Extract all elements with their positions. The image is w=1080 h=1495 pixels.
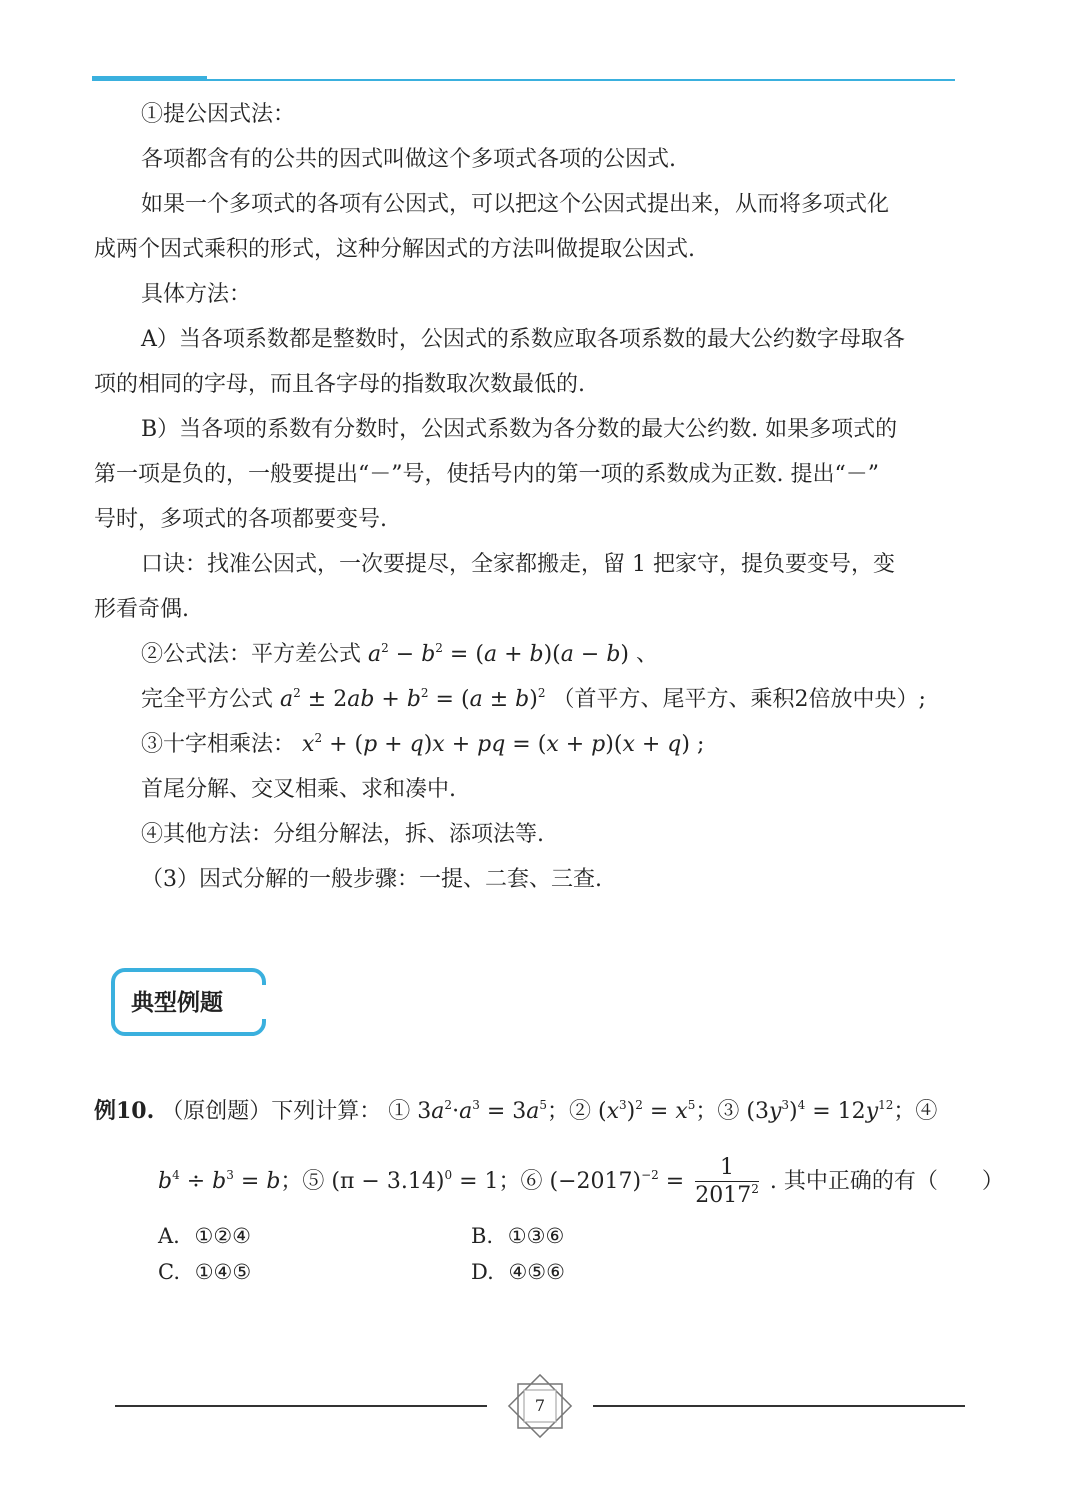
text-line: 口诀：找准公因式，一次要提尽，全家都搬走，留 1 把家守，提负要变号，变: [141, 552, 895, 577]
option-b[interactable]: [471, 1224, 564, 1248]
text-line: 号时，多项式的各项都要变号.: [94, 507, 387, 532]
text-line: 成两个因式乘积的形式，这种分解因式的方法叫做提取公因式.: [94, 237, 695, 262]
option-a[interactable]: [158, 1224, 251, 1248]
section-header-gap: [240, 985, 270, 1019]
example-label: 例10.: [94, 1098, 155, 1124]
formula: $x^2 + (p + q)x$ + pq = (x + p)(x + q) ;: [302, 731, 705, 757]
option-value: ①③⑥: [507, 1224, 565, 1248]
text-line: 形看奇偶.: [94, 597, 189, 622]
option-letter: B.: [471, 1224, 494, 1248]
formula-line-difference-of-squares: [141, 640, 658, 670]
formula-label: ③十字相乘法：: [141, 732, 296, 757]
text-line: 各项都含有的公共的因式叫做这个多项式各项的公因式.: [141, 147, 676, 172]
text-line: （3）因式分解的一般步骤：一提、二套、三查.: [141, 867, 602, 892]
text-line: 如果一个多项式的各项有公因式，可以把这个公因式提出来，从而将多项式化: [141, 192, 890, 217]
header-rule: [207, 79, 955, 81]
option-value: ①②④: [194, 1224, 252, 1248]
text-line: 具体方法：: [141, 282, 252, 307]
option-letter: D.: [471, 1260, 494, 1284]
page-number: 7: [534, 1396, 546, 1415]
formula-label: ②公式法：平方差公式: [141, 642, 362, 667]
example-source: （原创题）下列计算：: [161, 1099, 382, 1124]
header-accent-bar: [92, 76, 207, 81]
example-tail: . 其中正确的有（ ）: [769, 1169, 1004, 1194]
text-line: 第一项是负的，一般要提出“－”号，使括号内的第一项的系数成为正数. 提出“－”: [94, 462, 879, 487]
footer-rule-right: [593, 1405, 965, 1407]
text-line: B）当各项的系数有分数时，公因式系数为各分数的最大公约数. 如果多项式的: [141, 417, 898, 442]
option-letter: A.: [158, 1224, 180, 1248]
fraction: $\frac{1}{2017^2}$: [695, 1154, 759, 1208]
formula-note: （首平方、尾平方、乘积2倍放中央）;: [552, 687, 926, 712]
option-value: ④⑤⑥: [508, 1260, 565, 1284]
text-line: 项的相同的字母，而且各字母的指数取次数最低的.: [94, 372, 585, 397]
footer-rule-left: [115, 1405, 487, 1407]
text-line: 首尾分解、交叉相乘、求和凑中.: [141, 777, 456, 802]
formula: $b^4 \div b^3 = b$；⑤ $(\pi - 3.14)^0 = 1$；⑥ $(-2017)^{-2}$ =: [158, 1168, 685, 1194]
text-line: ④其他方法：分组分解法，拆、添项法等.: [141, 822, 544, 847]
formula: ① $3a^2\cdot a^3 = 3a^5$；② $(x^3)^2 = x^5$；③ $(3y^3)^4 = 12y^{12}$；④: [388, 1098, 938, 1124]
text-line: A）当各项系数都是整数时，公因式的系数应取各项系数的最大公约数字母取各: [141, 327, 905, 352]
formula: $a^2 \pm 2ab + b^2 = (a \pm b)^2$: [280, 686, 546, 712]
option-value: ①④⑤: [194, 1260, 252, 1284]
option-d[interactable]: [471, 1260, 565, 1284]
option-c[interactable]: [158, 1260, 251, 1284]
formula-line-cross-multiplication: [141, 730, 704, 760]
option-letter: C.: [158, 1260, 180, 1284]
formula-line-perfect-square: [141, 685, 926, 715]
section-title: 典型例题: [131, 990, 223, 1016]
example-question-line2: [158, 1152, 1004, 1212]
formula-label: 完全平方公式: [141, 687, 274, 712]
text-line: ①提公因式法：: [141, 102, 296, 127]
example-question-line1: [94, 1096, 937, 1127]
formula: $a^2 - b^2 = (a + b)(a - b)$ 、: [368, 641, 658, 667]
